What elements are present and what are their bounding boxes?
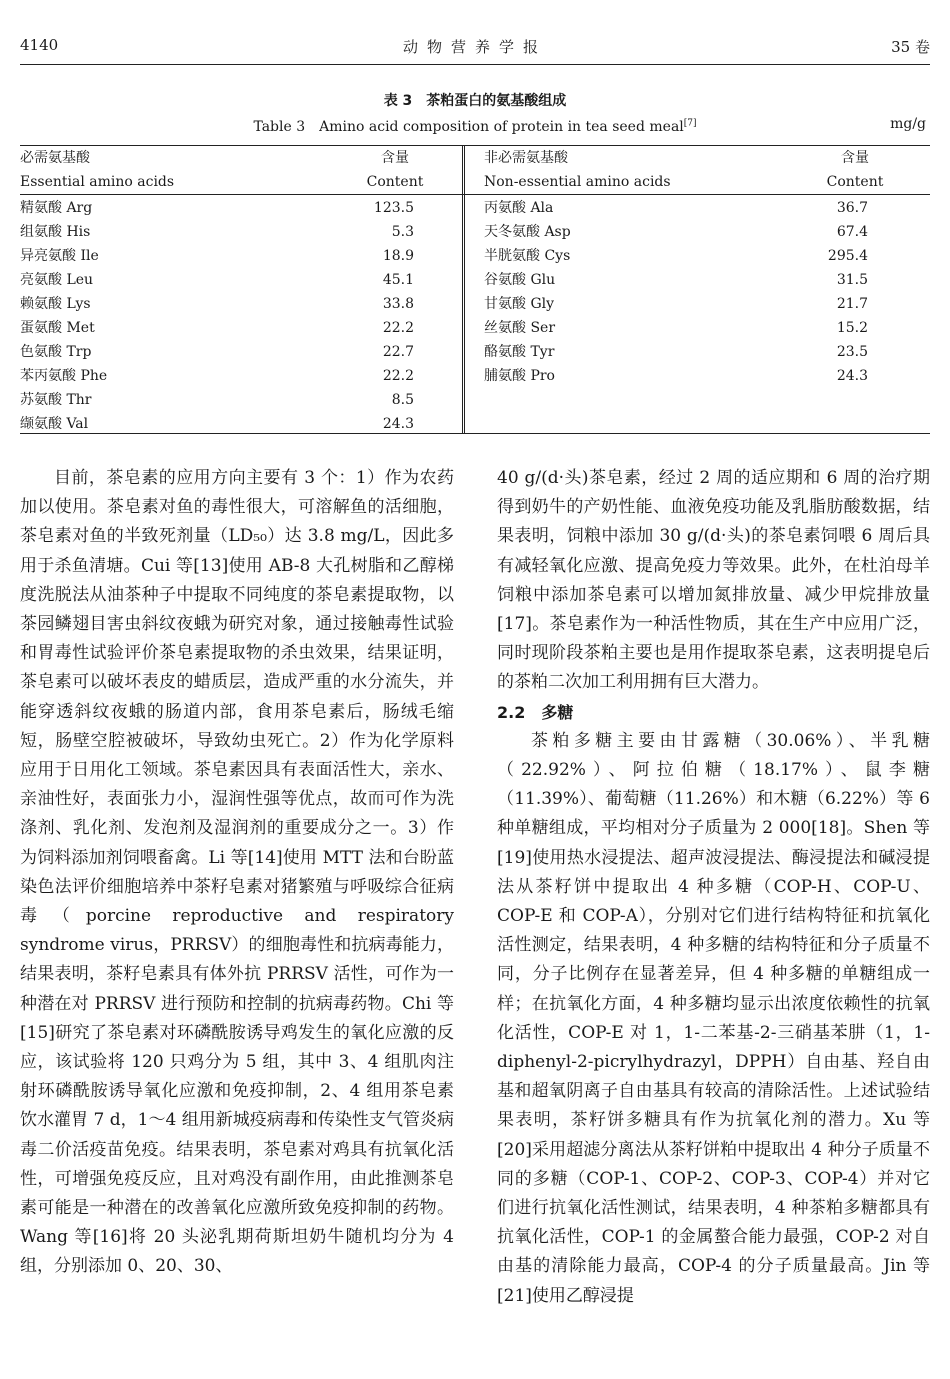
nonessential-amino-acid-name: 丙氨酸 Ala [484, 200, 554, 216]
nonessential-amino-acid-value: 23.5 [836, 344, 868, 360]
essential-amino-acid-value: 33.8 [382, 296, 414, 312]
essential-amino-acid-value: 22.7 [382, 344, 414, 360]
page-number: 4140 [20, 36, 59, 54]
volume-label: 35 卷 [891, 38, 930, 56]
table-unit: mg/g [890, 116, 926, 132]
paragraph-continuation: 40 g/(d·头)茶皂素，经过 2 周的适应期和 6 周的治疗期得到奶牛的产奶性能、血液免疫功能及乳脂肪酸数据，结果表明，饲粮中添加 30 g/(d·头)的茶皂素饲喂 6 周后具有减轻氧化应激、提高免疫力等效果。此外，在杜泊母羊饲粮中添加茶皂素可以增加氮排放量、减少甲烷排放量[17]。茶皂素作为一种活性物质，其在生产中应用广泛，同时现阶段茶粕主要也是用作提取茶皂素，这表明提皂后的茶粕二次加工利用拥有巨大潜力。 [497, 468, 930, 693]
essential-amino-acid-value: 8.5 [391, 392, 414, 408]
essential-amino-acid-name: 组氨酸 His [20, 224, 91, 240]
nonessential-amino-acid-row [484, 316, 872, 340]
table-column-separator [462, 145, 465, 433]
nonessential-amino-acid-row [484, 196, 872, 220]
table-title-ref: [7] [683, 118, 697, 129]
table-header-rule [20, 194, 930, 195]
essential-amino-acid-value: 123.5 [373, 200, 414, 216]
essential-amino-acid-name: 苯丙氨酸 Phe [20, 368, 108, 384]
essential-amino-acid-row [20, 364, 416, 388]
nonessential-amino-acid-name: 谷氨酸 Glu [484, 272, 556, 288]
essential-header-en: Essential amino acids [20, 174, 175, 190]
essential-amino-acid-row [20, 268, 416, 292]
nonessential-content-header [800, 146, 910, 194]
essential-amino-acid-value: 45.1 [382, 272, 414, 288]
nonessential-amino-acid-row [484, 364, 872, 388]
essential-amino-acid-row [20, 196, 416, 220]
content-header-cn-2: 含量 [841, 150, 869, 166]
essential-amino-acid-name: 苏氨酸 Thr [20, 392, 92, 408]
header-rule [20, 64, 930, 65]
essential-amino-acid-value: 24.3 [382, 416, 414, 432]
essential-amino-acid-value: 18.9 [382, 248, 414, 264]
essential-amino-acid-row [20, 316, 416, 340]
body-column-right [497, 464, 930, 1311]
essential-amino-acid-row [20, 292, 416, 316]
essential-amino-acid-value: 22.2 [382, 368, 414, 384]
nonessential-amino-acid-name: 脯氨酸 Pro [484, 368, 555, 384]
nonessential-amino-acid-row [484, 244, 872, 268]
paragraph-polysaccharide: 茶粕多糖主要由甘露糖（30.06%）、半乳糖（22.92%）、阿拉伯糖（18.17%）、鼠李糖（11.39%）、葡萄糖（11.26%）和木糖（6.22%）等 6 种单糖组成，平均相对分子质量为 2 000[18]。Shen 等[19]使用热水浸提法、超声波浸提法、酶浸提法和碱浸提法从茶籽饼中提取出 4 种多糖（COP-H、COP-U、COP-E 和 COP-A），分别对它们进行结构特征和抗氧化活性测定，结果表明，4 种多糖的结构特征和分子质量不同，分子比例存在显著差异，但 4 种多糖的单糖组成一样；在抗氧化方面，4 种多糖均显示出浓度依赖性的抗氧化活性，COP-E 对 1，1-二苯基-2-三硝基苯肼（1，1-diphenyl-2-picrylhydrazyl，DPPH）自由基、羟自由基和超氧阴离子自由基具有较高的清除活性。上述试验结果表明，茶籽饼多糖具有作为抗氧化剂的潜力。Xu 等[20]采用超滤分离法从茶籽饼粕中提取出 4 种分子质量不同的多糖（COP-1、COP-2、COP-3、COP-4）并对它们进行抗氧化活性测试，结果表明，4 种茶粕多糖都具有抗氧化活性，COP-1 的金属螯合能力最强，COP-2 对自由基的清除能力最高，COP-4 的分子质量最高。Jin 等[21]使用乙醇浸提 [497, 730, 930, 1306]
nonessential-amino-acid-name: 天冬氨酸 Asp [484, 224, 571, 240]
table-title-en-text: Table 3 Amino acid composition of protein in tea seed meal [253, 119, 684, 135]
essential-amino-acid-name: 蛋氨酸 Met [20, 320, 95, 336]
essential-amino-acid-row [20, 388, 416, 412]
nonessential-amino-acid-name: 半胱氨酸 Cys [484, 248, 571, 264]
essential-amino-acid-name: 亮氨酸 Leu [20, 272, 94, 288]
nonessential-rows [484, 196, 872, 388]
content-header-cn: 含量 [381, 150, 409, 166]
essential-amino-acid-name: 缬氨酸 Val [20, 416, 89, 432]
essential-header [20, 146, 174, 194]
nonessential-amino-acid-value: 36.7 [836, 200, 868, 216]
essential-amino-acid-name: 色氨酸 Trp [20, 344, 92, 360]
essential-header-cn: 必需氨基酸 [20, 150, 90, 166]
nonessential-amino-acid-value: 31.5 [836, 272, 868, 288]
nonessential-amino-acid-row [484, 340, 872, 364]
nonessential-header [484, 146, 671, 194]
page-header [20, 36, 930, 60]
essential-amino-acid-name: 赖氨酸 Lys [20, 296, 91, 312]
essential-amino-acid-row [20, 340, 416, 364]
nonessential-amino-acid-row [484, 220, 872, 244]
nonessential-amino-acid-name: 甘氨酸 Gly [484, 296, 555, 312]
nonessential-amino-acid-value: 15.2 [836, 320, 868, 336]
nonessential-header-en: Non-essential amino acids [484, 174, 671, 190]
essential-content-header [340, 146, 450, 194]
table-title-cn: 表 3 茶粕蛋白的氨基酸组成 [383, 93, 567, 109]
content-header-en: Content [366, 174, 424, 190]
content-header-en-2: Content [826, 174, 884, 190]
nonessential-amino-acid-value: 24.3 [836, 368, 868, 384]
nonessential-amino-acid-name: 丝氨酸 Ser [484, 320, 556, 336]
paragraph-saponin-uses: 目前，茶皂素的应用方向主要有 3 个：1）作为农药加以使用。茶皂素对鱼的毒性很大，可溶解鱼的活细胞，茶皂素对鱼的半致死剂量（LD₅₀）达 3.8 mg/L，因此多用于杀鱼清塘。Cui 等[13]使用 AB-8 大孔树脂和乙醇梯度洗脱法从油茶种子中提取不同纯度的茶皂素提取物，以茶园鳞翅目害虫斜纹夜蛾为研究对象，通过接触毒性试验和胃毒性试验评价茶皂素提取物的杀虫效果，结果证明，茶皂素可以破坏表皮的蜡质层，造成严重的水分流失，并能穿透斜纹夜蛾的肠道内部，食用茶皂素后，肠绒毛缩短，肠壁空腔被破坏，导致幼虫死亡。2）作为化学原料应用于日用化工领域。茶皂素因具有表面活性大，亲水、亲油性好，表面张力小，湿润性强等优点，故而可作为洗涤剂、乳化剂、发泡剂及湿润剂的重要成分之一。3）作为饲料添加剂饲喂畜禽。Li 等[14]使用 MTT 法和台盼蓝染色法评价细胞培养中茶籽皂素对猪繁殖与呼吸综合征病毒（porcine reproductive and respiratory syndrome virus，PRRSV）的细胞毒性和抗病毒能力，结果表明，茶籽皂素具有体外抗 PRRSV 活性，可作为一种潜在对 PRRSV 进行预防和控制的抗病毒药物。Chi 等[15]研究了茶皂素对环磷酰胺诱导鸡发生的氧化应激的反应，该试验将 120 只鸡分为 5 组，其中 3、4 组肌肉注射环磷酰胺诱导氧化应激和免疫抑制，2、4 组用茶皂素饮水灌胃 7 d，1～4 组用新城疫病毒和传染性支气管炎病毒二价活疫苗免疫。结果表明，茶皂素对鸡具有抗氧化活性，可增强免疫反应，且对鸡没有副作用，由此推测茶皂素可能是一种潜在的改善氧化应激所致免疫抑制的药物。Wang 等[16]将 20 头泌乳期荷斯坦奶牛随机均分为 4 组，分别添加 0、20、30、 [20, 468, 454, 1277]
nonessential-header-cn: 非必需氨基酸 [484, 150, 568, 166]
body-column-left [20, 464, 454, 1282]
nonessential-amino-acid-row [484, 268, 872, 292]
nonessential-amino-acid-name: 酪氨酸 Tyr [484, 344, 555, 360]
journal-title: 动物营养学报 [402, 38, 547, 56]
nonessential-amino-acid-value: 21.7 [836, 296, 868, 312]
essential-amino-acid-value: 22.2 [382, 320, 414, 336]
essential-rows [20, 196, 416, 436]
essential-amino-acid-name: 精氨酸 Arg [20, 200, 93, 216]
essential-amino-acid-value: 5.3 [391, 224, 414, 240]
essential-amino-acid-row [20, 220, 416, 244]
section-heading-polysaccharide: 2.2 多糖 [497, 702, 574, 722]
nonessential-amino-acid-value: 67.4 [836, 224, 868, 240]
essential-amino-acid-row [20, 244, 416, 268]
table-title-en [0, 116, 950, 136]
nonessential-amino-acid-row [484, 292, 872, 316]
essential-amino-acid-row [20, 412, 416, 436]
essential-amino-acid-name: 异亮氨酸 Ile [20, 248, 99, 264]
nonessential-amino-acid-value: 295.4 [827, 248, 868, 264]
